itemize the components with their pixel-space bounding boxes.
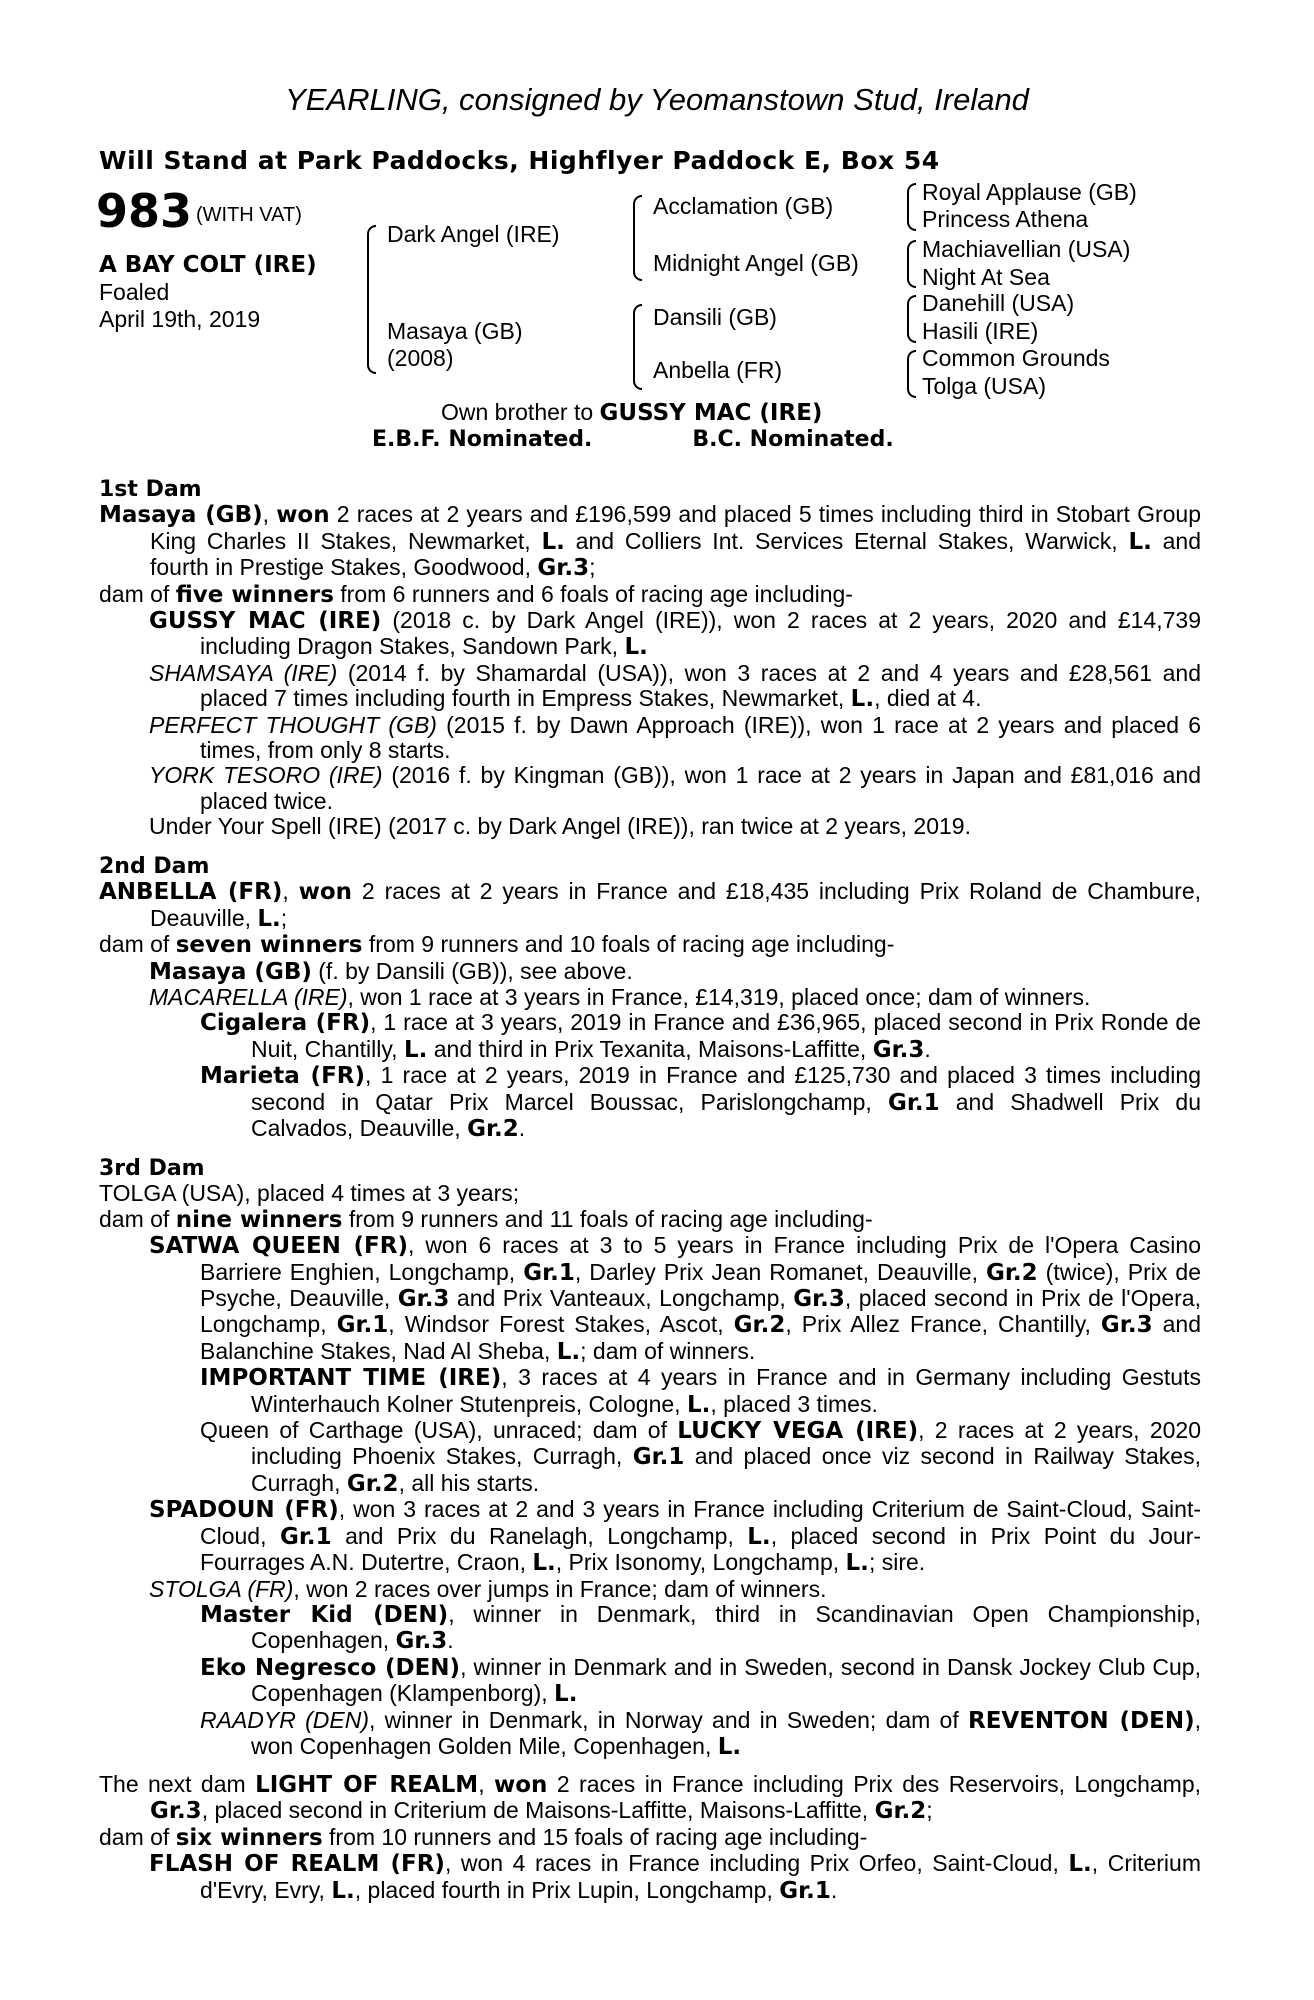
third-dam-section: [99, 1156, 1201, 1760]
text-run: IMPORTANT TIME (IRE): [200, 1365, 502, 1392]
text-run: L.: [845, 1550, 869, 1577]
text-run: ,: [282, 878, 299, 905]
text-run: L.: [403, 1036, 428, 1063]
text-run: (twice), Prix de Psyche, Deauville,: [200, 1258, 1201, 1312]
text-run: PERFECT THOUGHT (GB): [149, 711, 437, 738]
text-run: , 3 races at 4 years in France and in Germany including Gestuts Winterhauch Kolner Stutenpreis, Cologne,: [251, 1364, 1201, 1417]
text-run: ,: [262, 501, 277, 528]
text-run: dam of: [99, 1205, 176, 1232]
text-run: ;: [589, 554, 596, 581]
text-run: Gr.1: [523, 1259, 575, 1286]
text-run: ;: [926, 1797, 933, 1824]
pedigree-sds: Machiavellian (USA): [922, 236, 1131, 262]
text-run: L.: [331, 1877, 355, 1904]
pedigree-sss: Royal Applause (GB): [922, 179, 1137, 205]
text-run: (2015 f. by Dawn Approach (IRE)), won 1 race at 2 years and placed 6 times, from only 8 starts.: [200, 711, 1201, 764]
text-run: Eko Negresco (DEN): [200, 1654, 461, 1681]
text-run: .: [447, 1627, 454, 1654]
text-run: , placed second in Prix Point du Jour-Fourrages A.N. Dutertre, Craon,: [200, 1522, 1202, 1576]
text-run: , Prix Isonomy, Longchamp,: [555, 1549, 846, 1576]
foaled-label: Foaled: [99, 279, 170, 305]
text-run: , won 2 races over jumps in France; dam of winners.: [293, 1575, 827, 1602]
text-run: Gr.2: [467, 1116, 519, 1143]
pedigree-dam-dam: Anbella (FR): [653, 357, 783, 383]
pedigree-dam-year: (2008): [387, 345, 454, 371]
text-run: FLASH OF REALM (FR): [149, 1851, 445, 1878]
produce-important-time: [99, 1365, 1201, 1418]
text-run: L.: [850, 686, 875, 713]
text-run: , died at 4.: [874, 685, 982, 712]
text-run: Gr.1: [779, 1877, 831, 1904]
text-run: .: [518, 1115, 526, 1142]
text-run: from 9 runners and 10 foals of racing age including-: [362, 931, 895, 958]
text-run: seven winners: [175, 932, 363, 959]
text-run: , Criterium d'Evry, Evry,: [200, 1850, 1201, 1903]
text-run: Gr.2: [985, 1259, 1038, 1286]
text-run: , 2 races at 2 years, 2020 including Phoenix Stakes, Curragh,: [251, 1417, 1201, 1470]
produce-shamsaya: [99, 661, 1201, 713]
pedigree-sdd: Night At Sea: [922, 264, 1050, 290]
pedigree-dsd: Hasili (IRE): [922, 318, 1039, 344]
text-run: six winners: [175, 1824, 323, 1851]
text-run: L.: [1068, 1851, 1092, 1878]
text-run: Gr.2: [733, 1312, 786, 1339]
text-run: , won 3 races at 2 and 3 years in France including Criterium de Saint-Cloud, Saint-Cloud,: [200, 1496, 1201, 1549]
horse-title: A BAY COLT (IRE): [99, 252, 317, 278]
pedigree-ssd: Princess Athena: [922, 206, 1089, 232]
text-run: , 1 race at 3 years, 2019 in France and £36,965, placed second in Prix Ronde de Nuit, Chantilly,: [251, 1009, 1202, 1062]
text-run: L.: [747, 1523, 771, 1550]
text-run: and third in Prix Texanita, Maisons-Laffitte,: [427, 1035, 873, 1062]
next-dam-produce-line: [99, 1825, 1201, 1851]
text-run: from 9 runners and 11 foals of racing age including-: [342, 1205, 873, 1232]
text-run: Gr.3: [793, 1286, 845, 1313]
text-run: RAADYR (DEN): [200, 1706, 369, 1733]
own-brother-name: GUSSY MAC (IRE): [599, 400, 823, 426]
text-run: Marieta (FR): [200, 1063, 365, 1090]
text-run: ;: [280, 904, 288, 931]
text-run: L.: [624, 634, 648, 661]
text-run: .: [924, 1035, 931, 1062]
pedigree-dds: Common Grounds: [922, 345, 1110, 371]
ebf-nomination: E.B.F. Nominated.: [372, 427, 593, 452]
pedigree-dam-sire: Dansili (GB): [653, 304, 777, 330]
text-run: , Prix Allez France, Chantilly,: [785, 1311, 1101, 1338]
produce-perfect-thought: [99, 713, 1201, 764]
next-dam-record: [99, 1772, 1201, 1825]
second-dam-produce-line: [99, 932, 1201, 958]
text-run: , 1 race at 2 years, 2019 in France and £125,730 and placed 3 times including second in Qatar Prix Marcel Boussac, Parislongchamp,: [251, 1062, 1201, 1115]
text-run: and Balanchine Stakes, Nad Al Sheba,: [200, 1311, 1201, 1364]
pedigree-sire-dam: Midnight Angel (GB): [653, 250, 859, 276]
text-run: Gr.2: [346, 1470, 399, 1497]
text-run: ; sire.: [868, 1549, 926, 1576]
own-brother-line: [441, 399, 822, 426]
text-run: .: [830, 1876, 838, 1903]
produce-raadyr: [99, 1708, 1201, 1761]
text-run: won: [276, 502, 330, 529]
text-run: , won 6 races at 3 to 5 years in France including Prix de l'Opera Casino Barriere Enghien, Longchamp,: [200, 1232, 1201, 1285]
text-run: and fourth in Prestige Stakes, Goodwood,: [150, 527, 1202, 581]
first-dam-produce-line: [99, 582, 1201, 608]
pedigree-brace-dd: [907, 350, 916, 398]
text-run: nine winners: [175, 1206, 343, 1233]
pedigree-sire: Dark Angel (IRE): [387, 221, 560, 247]
text-run: , placed 3 times.: [710, 1390, 878, 1417]
text-run: STOLGA (FR): [149, 1575, 294, 1602]
produce-stolga: [99, 1577, 1201, 1602]
vat-note: (WITH VAT): [196, 204, 302, 226]
text-run: Gr.3: [395, 1628, 448, 1655]
pedigree-brace-main: [367, 225, 376, 374]
text-run: L.: [1128, 528, 1152, 555]
text-run: Gr.3: [397, 1286, 450, 1313]
text-run: (f. by Dansili (GB)), see above.: [311, 957, 633, 984]
produce-master-kid: [99, 1602, 1201, 1655]
text-run: , won 4 races in France including Prix Orfeo, Saint-Cloud,: [444, 1850, 1069, 1877]
text-run: L.: [541, 528, 565, 555]
produce-marieta: [99, 1063, 1201, 1142]
foaled-date: April 19th, 2019: [99, 306, 261, 332]
text-run: MACARELLA (IRE): [149, 984, 348, 1011]
first-dam-record: [99, 502, 1201, 581]
pedigree-brace-ds: [907, 295, 916, 343]
text-run: L.: [556, 1338, 581, 1365]
text-run: Gr.3: [150, 1798, 202, 1825]
pedigree-dss: Danehill (USA): [922, 290, 1075, 316]
text-run: SATWA QUEEN (FR): [149, 1233, 408, 1260]
first-dam-heading: 1st Dam: [99, 477, 202, 502]
text-run: Gr.3: [1100, 1312, 1153, 1339]
text-run: (2016 f. by Kingman (GB)), won 1 race at 2 years in Japan and £81,016 and placed twice.: [200, 762, 1201, 814]
next-dam-section: [99, 1772, 1201, 1904]
text-run: and Colliers Int. Services Eternal Stakes, Warwick,: [564, 527, 1129, 554]
text-run: 2 races in France including Prix des Reservoirs, Longchamp,: [547, 1771, 1201, 1797]
text-run: LUCKY VEGA (IRE): [677, 1418, 919, 1445]
text-run: five winners: [175, 581, 334, 608]
text-run: Gr.1: [279, 1523, 332, 1550]
text-run: L.: [717, 1733, 742, 1760]
text-run: L.: [686, 1391, 711, 1418]
first-dam-section: [99, 477, 1201, 840]
text-run: , placed second in Prix de l'Opera, Longchamp,: [200, 1285, 1201, 1338]
text-run: , Darley Prix Jean Romanet, Deauville,: [574, 1258, 986, 1285]
text-run: L.: [532, 1550, 556, 1577]
text-run: Queen of Carthage (USA), unraced; dam of: [200, 1417, 678, 1444]
produce-satwa-queen: [99, 1233, 1201, 1365]
text-run: ; dam of winners.: [580, 1337, 756, 1364]
text-run: SHAMSAYA (IRE): [149, 659, 338, 686]
text-run: , placed second in Criterium de Maisons-Laffitte, Maisons-Laffitte,: [201, 1797, 875, 1824]
text-run: , won 1 race at 3 years in France, £14,319, placed once; dam of winners.: [347, 984, 1091, 1011]
stand-location: Will Stand at Park Paddocks, Highflyer Paddock E, Box 54: [99, 146, 940, 175]
text-run: The next dam: [99, 1771, 256, 1797]
produce-flash-of-realm: [99, 1851, 1201, 1904]
produce-gussy-mac: [99, 608, 1201, 661]
second-dam-heading: 2nd Dam: [99, 854, 210, 879]
text-run: dam of: [99, 580, 176, 607]
text-run: Master Kid (DEN): [200, 1601, 449, 1628]
third-dam-produce-line: [99, 1207, 1201, 1233]
text-run: REVENTON (DEN): [967, 1707, 1195, 1734]
text-run: dam of: [99, 1823, 176, 1850]
text-run: Gr.1: [887, 1089, 940, 1116]
text-run: Gr.2: [874, 1798, 927, 1825]
text-run: Gr.3: [872, 1036, 925, 1063]
text-run: dam of: [99, 931, 176, 958]
text-run: , won Copenhagen Golden Mile, Copenhagen,: [251, 1706, 1201, 1759]
nominations: [372, 427, 894, 452]
produce-under-your-spell: Under Your Spell (IRE) (2017 c. by Dark Angel (IRE)), ran twice at 2 years, 2019.: [149, 813, 971, 840]
text-run: and Shadwell Prix du Calvados, Deauville,: [251, 1088, 1202, 1142]
text-run: ANBELLA (FR): [99, 879, 283, 906]
text-run: , winner in Denmark and in Sweden, second in Dansk Jockey Club Cup, Copenhagen (Klampenborg),: [251, 1653, 1201, 1707]
page-header: YEARLING, consigned by Yeomanstown Stud, Ireland: [285, 82, 1029, 117]
text-run: , all his starts.: [398, 1469, 540, 1496]
text-run: SPADOUN (FR): [149, 1497, 339, 1524]
text-run: Cigalera (FR): [200, 1010, 371, 1037]
text-run: Gr.3: [537, 555, 590, 582]
text-run: , Windsor Forest Stakes, Ascot,: [388, 1311, 734, 1338]
text-run: ,: [478, 1771, 494, 1797]
text-run: and placed once viz second in Railway Stakes, Curragh,: [251, 1443, 1201, 1496]
pedigree-sire-sire: Acclamation (GB): [653, 193, 834, 219]
own-brother-text: Own brother to: [441, 399, 600, 425]
produce-masaya: [99, 959, 1201, 985]
text-run: L.: [554, 1681, 578, 1708]
text-run: L.: [257, 905, 281, 932]
second-dam-record: [99, 879, 1201, 932]
produce-spadoun: [99, 1497, 1201, 1576]
pedigree-brace-ss: [907, 183, 916, 231]
lot-number: 983: [96, 184, 193, 238]
produce-eko-negresco: [99, 1655, 1201, 1708]
pedigree-brace-sd: [907, 240, 916, 288]
text-run: (2014 f. by Shamardal (USA)), won 3 races at 2 and 4 years and £28,561 and placed 7 times including fourth in Empress Stakes, Newmarket,: [200, 659, 1201, 712]
pedigree-brace-dam: [633, 304, 642, 390]
text-run: 2 races at 2 years and £196,599 and placed 5 times including third in Stobart Group King Charles II Stakes, Newmarket,: [150, 501, 1202, 554]
pedigree-ddd: Tolga (USA): [922, 373, 1046, 399]
text-run: and Prix du Ranelagh, Longchamp,: [331, 1522, 748, 1549]
text-run: Masaya (GB): [99, 502, 263, 529]
text-run: GUSSY MAC (IRE): [149, 608, 382, 635]
produce-york-tesoro: [99, 763, 1201, 814]
text-run: (2018 c. by Dark Angel (IRE)), won 2 races at 2 years, 2020 and £14,739 including Dragon Stakes, Sandown Park,: [200, 607, 1201, 660]
text-run: from 10 runners and 15 foals of racing age including-: [322, 1823, 868, 1850]
pedigree-brace-sire: [633, 195, 642, 281]
text-run: won: [298, 879, 353, 906]
third-dam-record: TOLGA (USA), placed 4 times at 3 years;: [99, 1180, 520, 1207]
produce-macarella: [99, 985, 1201, 1010]
text-run: , placed fourth in Prix Lupin, Longchamp,: [354, 1876, 780, 1903]
foaled-info: [99, 279, 260, 333]
text-run: Gr.1: [632, 1444, 685, 1471]
text-run: , winner in Denmark, in Norway and in Sweden; dam of: [368, 1706, 968, 1733]
text-run: Masaya (GB): [149, 958, 312, 985]
bc-nomination: B.C. Nominated.: [692, 427, 894, 452]
text-run: from 6 runners and 6 foals of racing age including-: [333, 580, 853, 607]
third-dam-heading: 3rd Dam: [99, 1156, 205, 1181]
produce-cigalera: [99, 1010, 1201, 1063]
text-run: won: [494, 1772, 548, 1798]
pedigree-dam: Masaya (GB): [387, 318, 523, 344]
text-run: LIGHT OF REALM: [255, 1772, 479, 1798]
second-dam-section: [99, 854, 1201, 1142]
text-run: 2 races at 2 years in France and £18,435 including Prix Roland de Chambure, Deauville,: [150, 878, 1202, 931]
text-run: Gr.1: [336, 1312, 389, 1339]
produce-queen-of-carthage: [99, 1418, 1201, 1497]
text-run: and Prix Vanteaux, Longchamp,: [449, 1285, 794, 1312]
text-run: YORK TESORO (IRE): [149, 762, 383, 789]
text-run: , winner in Denmark, third in Scandinavian Open Championship, Copenhagen,: [251, 1600, 1202, 1654]
